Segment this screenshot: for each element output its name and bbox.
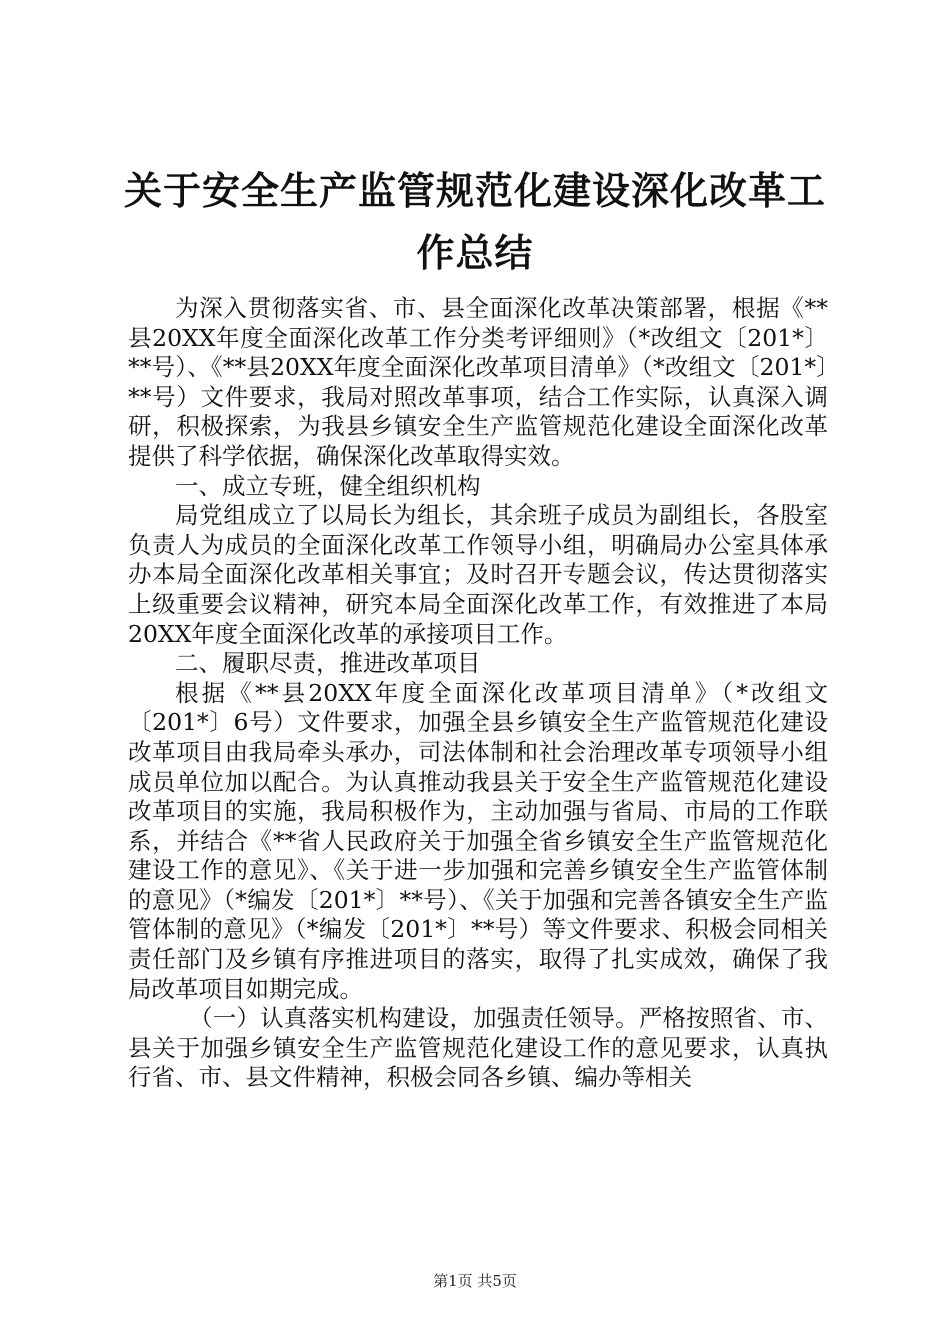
document-title: 关于安全生产监管规范化建设深化改革工作总结 xyxy=(123,169,826,275)
section-heading-2: 二、履职尽责，推进改革项目 xyxy=(175,649,481,678)
intro-paragraph: 为深入贯彻落实省、市、县全面深化改革决策部署，根据《**县20XX年度全面深化改革工作分类考评细则》（*改组文〔201*〕**号）、《**县20XX年度全面深化改革项目清单》（*改组文〔201*〕**号）文件要求，我局对照改革事项，结合工作实际，认真深入调研，积极探索，为我县乡镇安全生产监管规范化建设全面深化改革提供了科学依据，确保深化改革取得实效。 xyxy=(128,294,828,470)
section-1-paragraph: 局党组成立了以局长为组长，其余班子成员为副组长，各股室负责人为成员的全面深化改革工作领导小组，明确局办公室具体承办本局全面深化改革相关事宜；及时召开专题会议，传达贯彻落实上级重要会议精神，研究本局全面深化改革工作，有效推进了本局20XX年度全面深化改革的承接项目工作。 xyxy=(128,501,828,648)
subsection-1-paragraph: （一）认真落实机构建设，加强责任领导。严格按照省、市、县关于加强乡镇安全生产监管规范化建设工作的意见要求，认真执行省、市、县文件精神，积极会同各乡镇、编办等相关 xyxy=(128,1004,828,1092)
section-heading-1: 一、成立专班，健全组织机构 xyxy=(175,471,481,500)
page-footer: 第1页 共5页 xyxy=(433,1272,517,1290)
document-body xyxy=(128,294,828,1093)
section-2-paragraph: 根据《**县20XX年度全面深化改革项目清单》（*改组文〔201*〕6号）文件要求，加强全县乡镇安全生产监管规范化建设改革项目由我局牵头承办，司法体制和社会治理改革专项领导小组成员单位加以配合。为认真推动我县关于安全生产监管规范化建设改革项目的实施，我局积极作为，主动加强与省局、市局的工作联系，并结合《**省人民政府关于加强全省乡镇安全生产监管规范化建设工作的意见》、《关于进一步加强和完善乡镇安全生产监管体制的意见》（*编发〔201*〕**号）、《关于加强和完善各镇安全生产监管体制的意见》（*编发〔201*〕**号）等文件要求、积极会同相关责任部门及乡镇有序推进项目的落实，取得了扎实成效，确保了我局改革项目如期完成。 xyxy=(128,678,828,1003)
